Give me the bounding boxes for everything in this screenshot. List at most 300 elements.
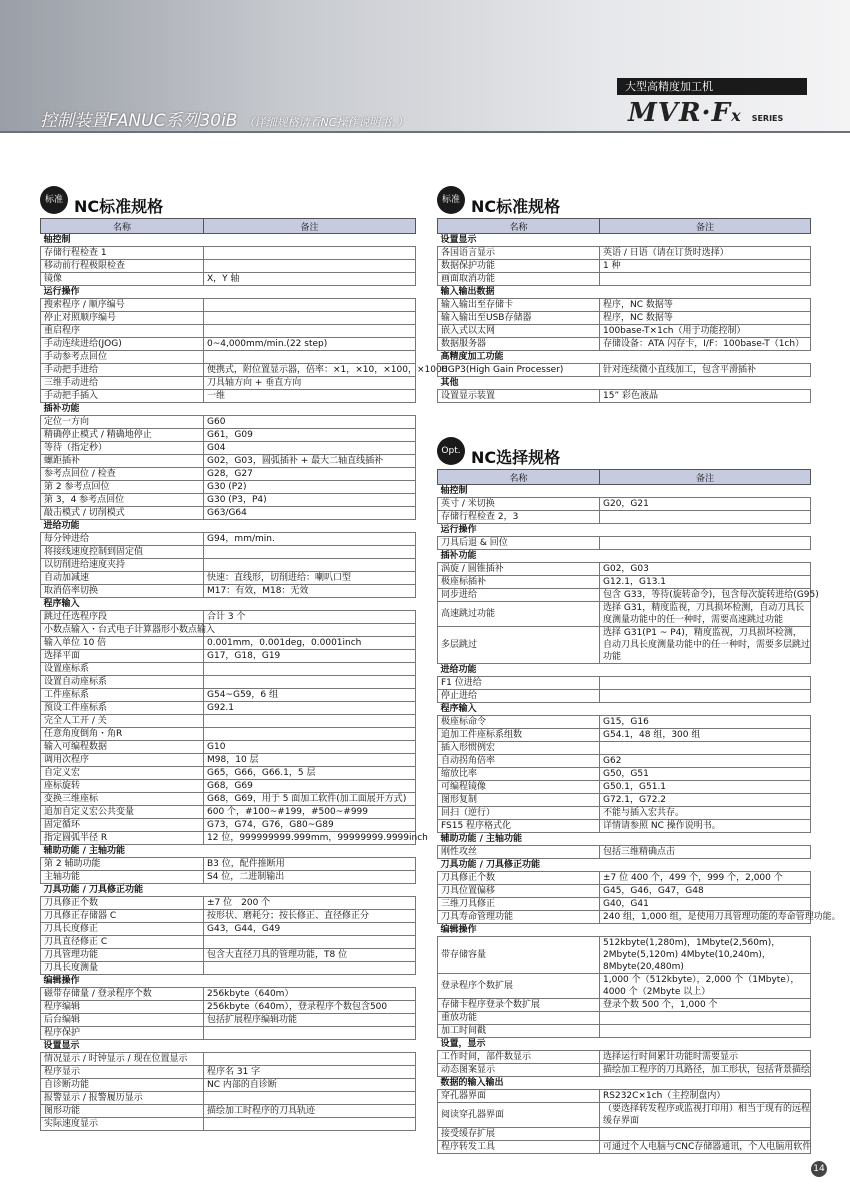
spec-name: 刀具寿命管理功能 xyxy=(438,911,600,924)
table-row xyxy=(41,1105,416,1118)
table-row xyxy=(41,728,416,741)
spec-name: 设置自动座标系 xyxy=(41,676,204,689)
table-row xyxy=(438,299,811,312)
table-row xyxy=(438,729,811,742)
spec-name: 以切削进给速度夹持 xyxy=(41,559,204,572)
column-header-note: 备注 xyxy=(204,219,416,234)
spec-name: 选择平面 xyxy=(41,650,204,663)
spec-note: 选择运行时间累计功能时需要显示 xyxy=(600,1051,811,1064)
category-label: 刀具功能 / 刀具修正功能 xyxy=(41,884,416,897)
spec-name: 程序编辑 xyxy=(41,1001,204,1014)
table-row xyxy=(41,949,416,962)
right-standard-table-body xyxy=(438,234,811,403)
spec-note: 按形状、磨耗分；按长修正、直径修正分 xyxy=(204,910,416,923)
spec-name: 设置座标系 xyxy=(41,663,204,676)
table-row xyxy=(41,858,416,871)
spec-name: 输入输出至USB存储器 xyxy=(438,312,600,325)
spec-name: 调用次程序 xyxy=(41,754,204,767)
spec-note: 合计 3 个 xyxy=(204,611,416,624)
table-row xyxy=(438,589,811,602)
spec-note: 0.001mm，0.001deg，0.0001inch xyxy=(204,637,416,650)
column-header-note: 备注 xyxy=(600,470,811,485)
category-label: 插补功能 xyxy=(438,550,811,563)
table-row xyxy=(41,455,416,468)
table-row xyxy=(41,260,416,273)
spec-note: ±7 位 200 个 xyxy=(204,897,416,910)
spec-note xyxy=(204,1027,416,1040)
left-table-body xyxy=(41,234,448,1131)
spec-name: 刀具修正个数 xyxy=(438,872,600,885)
table-row xyxy=(438,1064,811,1077)
table-row xyxy=(438,807,811,820)
spec-name: 预设工件座标系 xyxy=(41,702,204,715)
spec-note xyxy=(204,351,416,364)
spec-name: 手动把手进给 xyxy=(41,364,204,377)
table-row xyxy=(41,572,416,585)
spec-note xyxy=(204,676,416,689)
spec-note xyxy=(204,728,416,741)
spec-note: 12 位，999999999.999mm，99999999.9999inch xyxy=(204,832,416,845)
spec-note: 1 种 xyxy=(600,260,811,273)
spec-name: 刀具修正存储器 C xyxy=(41,910,204,923)
spec-name: 将接线速度控制到固定值 xyxy=(41,546,204,559)
table-row xyxy=(438,1025,811,1038)
table-row xyxy=(41,585,416,598)
table-row xyxy=(41,663,416,676)
spec-name: 追加工件座标系组数 xyxy=(438,729,600,742)
spec-name: 第 3，4 参考点回位 xyxy=(41,494,204,507)
spec-name: 完全人工开 / 关 xyxy=(41,715,204,728)
category-row xyxy=(41,520,416,533)
table-row xyxy=(41,377,416,390)
table-row xyxy=(41,299,416,312)
spec-name: 自动加减速 xyxy=(41,572,204,585)
spec-note: 存储设备：ATA 闪存卡，I/F：100base-T（1ch） xyxy=(600,338,811,351)
spec-name: 同步进给 xyxy=(438,589,600,602)
spec-note: 包括扩展程序编辑功能 xyxy=(204,1014,416,1027)
table-row xyxy=(41,312,416,325)
table-row xyxy=(41,364,416,377)
table-row xyxy=(438,511,811,524)
spec-name: 高速跳过功能 xyxy=(438,602,600,627)
table-row xyxy=(438,742,811,755)
spec-name: 取消倍率切换 xyxy=(41,585,204,598)
table-row xyxy=(41,1027,416,1040)
spec-note: G10 xyxy=(204,741,416,754)
table-row xyxy=(438,1103,811,1128)
spec-note xyxy=(204,962,416,975)
table-row xyxy=(41,611,416,624)
table-row xyxy=(438,602,811,627)
spec-note: G68，G69，用于 5 面加工软件(加工面展开方式) xyxy=(204,793,416,806)
spec-name: 输入单位 10 倍 xyxy=(41,637,204,650)
spec-name: 磁带存储量 / 登录程序个数 xyxy=(41,988,204,1001)
spec-note: G02，G03，圆弧插补 + 最大二轴直线插补 xyxy=(204,455,416,468)
spec-note: B3 位，配件推断用 xyxy=(204,858,416,871)
spec-name: 刚性攻丝 xyxy=(438,846,600,859)
spec-note: 256kbyte（640m） xyxy=(204,988,416,1001)
spec-note: 详情请参照 NC 操作说明书。 xyxy=(600,820,811,833)
table-row xyxy=(438,1012,811,1025)
category-label: 轴控制 xyxy=(41,234,416,247)
table-row xyxy=(41,325,416,338)
spec-name: 极座标命令 xyxy=(438,716,600,729)
spec-note: G50.1，G51.1 xyxy=(600,781,811,794)
category-row xyxy=(438,833,811,846)
spec-note: 选择 G31(P1 ~ P4)，精度监视，刀具损坏检测，自动刀具长度测量功能中的任一种时，需要多层跳过功能 xyxy=(600,627,811,664)
spec-note: 描绘加工程序的刀具路径，加工形状，包括背景描绘 xyxy=(600,1064,811,1077)
table-row xyxy=(438,247,811,260)
spec-name: 刀具修正个数 xyxy=(41,897,204,910)
page-title-text: 控制装置FANUC系列30iB xyxy=(40,111,238,131)
spec-note: 1,000 个（512kbyte），2,000 个（1Mbyte），4000 个（2Mbyte 以上） xyxy=(600,974,811,999)
table-row xyxy=(438,312,811,325)
spec-note: G17，G18，G19 xyxy=(204,650,416,663)
spec-name: F1 位进给 xyxy=(438,677,600,690)
table-row xyxy=(438,820,811,833)
spec-name: 重放功能 xyxy=(438,1012,600,1025)
category-row xyxy=(41,286,416,299)
spec-note: （要选择转发程序或监视打印用）相当于现有的远程缓存界面 xyxy=(600,1103,811,1128)
table-row xyxy=(41,767,416,780)
category-label: 运行操作 xyxy=(41,286,416,299)
spec-name: 工件座标系 xyxy=(41,689,204,702)
spec-note: 可通过个人电脑与CNC存储器通讯，个人电脑用软件 xyxy=(600,1141,811,1154)
logo-suffix: x xyxy=(731,106,742,125)
spec-name: 英寸 / 米切换 xyxy=(438,498,600,511)
table-row xyxy=(438,781,811,794)
spec-note: 600 个，#100~#199，#500~#999 xyxy=(204,806,416,819)
spec-note: 便携式，附位置显示器，倍率：×1，×10，×100，×1000 xyxy=(204,364,416,377)
table-row xyxy=(41,546,416,559)
category-label: 编辑操作 xyxy=(41,975,416,988)
table-row xyxy=(41,650,416,663)
spec-name: 任意角度倒角・角R xyxy=(41,728,204,741)
spec-note: G92.1 xyxy=(204,702,416,715)
section-header xyxy=(437,443,811,469)
table-row xyxy=(41,1118,416,1131)
table-row xyxy=(438,498,811,511)
table-row xyxy=(41,897,416,910)
table-row xyxy=(41,637,416,650)
table-row xyxy=(438,563,811,576)
spec-name: 手动把手插入 xyxy=(41,390,204,403)
spec-note: 描绘加工时程序的刀具轨迹 xyxy=(204,1105,416,1118)
category-row xyxy=(41,234,416,247)
spec-note: 240 组，1,000 组，是使用刀具管理功能的寿命管理功能。 xyxy=(600,911,811,924)
category-row xyxy=(438,1038,811,1051)
spec-note: X，Y 轴 xyxy=(204,273,416,286)
spec-note xyxy=(600,537,811,550)
spec-name: 回扫（逆行） xyxy=(438,807,600,820)
table-row xyxy=(438,974,811,999)
spec-name: 工作时间，部件数显示 xyxy=(438,1051,600,1064)
category-label: 轴控制 xyxy=(438,485,811,498)
table-row xyxy=(438,390,811,403)
product-logo xyxy=(628,98,783,128)
table-row xyxy=(41,559,416,572)
spec-name: 重启程序 xyxy=(41,325,204,338)
spec-name: 多层跳过 xyxy=(438,627,600,664)
spec-note: 程序，NC 数据等 xyxy=(600,299,811,312)
table-row xyxy=(41,1066,416,1079)
spec-name: 后台编辑 xyxy=(41,1014,204,1027)
spec-name: 输入输出至存储卡 xyxy=(438,299,600,312)
spec-note: M17：有效，M18：无效 xyxy=(204,585,416,598)
table-row xyxy=(438,1141,811,1154)
category-row xyxy=(41,403,416,416)
table-row xyxy=(438,716,811,729)
table-row xyxy=(41,507,416,520)
spec-name: 设置显示装置 xyxy=(438,390,600,403)
spec-note: 512kbyte(1,280m)，1Mbyte(2,560m)，2Mbyte(5,120m) 4Mbyte(10,240m)，8Mbyte(20,480m) xyxy=(600,937,811,974)
category-label: 程序输入 xyxy=(438,703,811,716)
section-header xyxy=(437,192,811,218)
category-label: 进给功能 xyxy=(438,664,811,677)
table-row xyxy=(438,260,811,273)
spec-name: 带存储容量 xyxy=(438,937,600,974)
spec-note xyxy=(600,1012,811,1025)
spec-note: G60 xyxy=(204,416,416,429)
spec-note: G43，G44，G49 xyxy=(204,923,416,936)
table-row xyxy=(438,576,811,589)
spec-note: G04 xyxy=(204,442,416,455)
spec-note: 针对连续微小直线加工，包含平滑插补 xyxy=(600,364,811,377)
table-row xyxy=(41,351,416,364)
spec-name: 变换三维座标 xyxy=(41,793,204,806)
spec-note xyxy=(204,247,416,260)
spec-note: M98，10 层 xyxy=(204,754,416,767)
spec-note: G50，G51 xyxy=(600,768,811,781)
table-row xyxy=(438,885,811,898)
spec-name: 指定圆弧半径 R xyxy=(41,832,204,845)
spec-name: 第 2 辅助功能 xyxy=(41,858,204,871)
right-optional-table-body xyxy=(438,485,841,1154)
standard-badge: 标准 xyxy=(40,186,68,214)
category-label: 其他 xyxy=(438,377,811,390)
right-standard-table xyxy=(437,218,811,403)
spec-note xyxy=(204,936,416,949)
category-row xyxy=(41,598,416,611)
spec-note: G20，G21 xyxy=(600,498,811,511)
spec-note: G15，G16 xyxy=(600,716,811,729)
column-header-name: 名称 xyxy=(438,219,600,234)
spec-note: G54~G59，6 组 xyxy=(204,689,416,702)
spec-name: 固定循环 xyxy=(41,819,204,832)
spec-name: HGP3(High Gain Processer) xyxy=(438,364,600,377)
spec-note: G65，G66，G66.1，5 层 xyxy=(204,767,416,780)
table-row xyxy=(438,1051,811,1064)
spec-name: 加工时间戳 xyxy=(438,1025,600,1038)
category-row xyxy=(41,884,416,897)
spec-note: G73，G74，G76，G80~G89 xyxy=(204,819,416,832)
spec-note: G40，G41 xyxy=(600,898,811,911)
spec-note: G68，G69 xyxy=(204,780,416,793)
table-row xyxy=(41,533,416,546)
table-row xyxy=(41,676,416,689)
section-title: NC选择规格 xyxy=(471,448,561,467)
spec-note xyxy=(204,312,416,325)
table-row xyxy=(41,910,416,923)
spec-note: 不能与插入宏共存。 xyxy=(600,807,811,820)
spec-note xyxy=(600,677,811,690)
right-standard-section xyxy=(437,192,811,403)
category-row xyxy=(438,703,811,716)
table-row xyxy=(41,819,416,832)
right-optional-table xyxy=(437,469,841,1154)
table-row xyxy=(41,1001,416,1014)
spec-name: 螺距插补 xyxy=(41,455,204,468)
table-row xyxy=(41,741,416,754)
section-title: NC标准规格 xyxy=(471,197,561,216)
spec-name: 座标旋转 xyxy=(41,780,204,793)
spec-note: 包括三维精确点击 xyxy=(600,846,811,859)
spec-name: 阅读穿孔器界面 xyxy=(438,1103,600,1128)
spec-note xyxy=(204,1118,416,1131)
table-row xyxy=(41,936,416,949)
category-row xyxy=(438,1077,811,1090)
spec-name: 各国语言显示 xyxy=(438,247,600,260)
spec-note: S4 位，二进制输出 xyxy=(204,871,416,884)
spec-name: 极座标插补 xyxy=(438,576,600,589)
spec-name: 数据服务器 xyxy=(438,338,600,351)
spec-note xyxy=(204,715,416,728)
category-row xyxy=(41,1040,416,1053)
category-label: 运行操作 xyxy=(438,524,811,537)
spec-name: 程序显示 xyxy=(41,1066,204,1079)
spec-note: G54.1，48 组，300 组 xyxy=(600,729,811,742)
spec-name: 跳过任选程序段 xyxy=(41,611,204,624)
category-row xyxy=(438,234,811,247)
table-row xyxy=(41,806,416,819)
spec-name: 缩放比率 xyxy=(438,768,600,781)
table-row xyxy=(41,494,416,507)
table-row xyxy=(41,429,416,442)
spec-note: G30 (P2) xyxy=(204,481,416,494)
spec-note xyxy=(600,1128,811,1141)
table-row xyxy=(41,754,416,767)
spec-name: 画面取消功能 xyxy=(438,273,600,286)
column-header-name: 名称 xyxy=(41,219,204,234)
spec-note: G72.1，G72.2 xyxy=(600,794,811,807)
section-header xyxy=(40,192,416,218)
category-row xyxy=(438,664,811,677)
spec-name: 停止进给 xyxy=(438,690,600,703)
spec-name: 情况显示 / 时钟显示 / 现在位置显示 xyxy=(41,1053,204,1066)
spec-name: 等待（指定秒） xyxy=(41,442,204,455)
spec-name: 登录程序个数扩展 xyxy=(438,974,600,999)
spec-name: 追加自定义宏公共变量 xyxy=(41,806,204,819)
spec-name: 数据保护功能 xyxy=(438,260,600,273)
spec-note: 一维 xyxy=(204,390,416,403)
table-row xyxy=(438,846,811,859)
spec-note xyxy=(204,299,416,312)
table-row xyxy=(41,1053,416,1066)
spec-name: 第 2 参考点回位 xyxy=(41,481,204,494)
spec-name: 三维刀具修正 xyxy=(438,898,600,911)
spec-name: 敲击模式 / 切削模式 xyxy=(41,507,204,520)
category-label: 输入输出数据 xyxy=(438,286,811,299)
spec-note xyxy=(600,273,811,286)
table-row xyxy=(41,273,416,286)
spec-note: 英语 / 日语（请在订货时选择） xyxy=(600,247,811,260)
category-label: 高精度加工功能 xyxy=(438,351,811,364)
table-row xyxy=(41,442,416,455)
spec-note: 100base-T×1ch（用于功能控制） xyxy=(600,325,811,338)
page-title xyxy=(40,106,408,131)
category-label: 辅助功能 / 主轴功能 xyxy=(438,833,811,846)
spec-name: 主轴功能 xyxy=(41,871,204,884)
category-label: 设置显示 xyxy=(438,234,811,247)
category-row xyxy=(438,377,811,390)
spec-note xyxy=(204,1092,416,1105)
spec-name: 涡旋 / 圆锥插补 xyxy=(438,563,600,576)
table-row xyxy=(41,338,416,351)
spec-note: 包含大直径刀具的管理功能，T8 位 xyxy=(204,949,416,962)
spec-note: 256kbyte（640m），登录程序个数包含500 xyxy=(204,1001,416,1014)
table-row xyxy=(41,689,416,702)
spec-name: 实际速度显示 xyxy=(41,1118,204,1131)
spec-name: 报警显示 / 报警履历显示 xyxy=(41,1092,204,1105)
category-label: 设置，显示 xyxy=(438,1038,811,1051)
category-row xyxy=(438,550,811,563)
category-label: 进给功能 xyxy=(41,520,416,533)
page-number: 14 xyxy=(811,1161,827,1177)
table-row xyxy=(438,937,811,974)
standard-badge: 标准 xyxy=(437,186,465,214)
spec-note: G28，G27 xyxy=(204,468,416,481)
category-row xyxy=(41,975,416,988)
table-row xyxy=(41,468,416,481)
spec-name: 动态图案显示 xyxy=(438,1064,600,1077)
category-row xyxy=(438,924,811,937)
table-row xyxy=(41,624,416,637)
table-row xyxy=(438,690,811,703)
spec-name: 刀具长度测量 xyxy=(41,962,204,975)
category-label: 编辑操作 xyxy=(438,924,811,937)
spec-note: G61，G09 xyxy=(204,429,416,442)
table-row xyxy=(438,1090,811,1103)
spec-name: 停止对照顺序编号 xyxy=(41,312,204,325)
table-row xyxy=(438,755,811,768)
category-label: 刀具功能 / 刀具修正功能 xyxy=(438,859,811,872)
category-row xyxy=(438,286,811,299)
category-label: 数据的输入输出 xyxy=(438,1077,811,1090)
table-row xyxy=(41,1014,416,1027)
spec-note xyxy=(204,663,416,676)
category-label: 辅助功能 / 主轴功能 xyxy=(41,845,416,858)
spec-note: G02，G03 xyxy=(600,563,811,576)
category-row xyxy=(438,524,811,537)
spec-name: 插入形惯例宏 xyxy=(438,742,600,755)
spec-name: 小数点输入・台式电子计算器形小数点输入 xyxy=(41,624,204,637)
table-row xyxy=(438,794,811,807)
table-row xyxy=(41,715,416,728)
spec-name: 定位一方向 xyxy=(41,416,204,429)
spec-name: 刀具长度修正 xyxy=(41,923,204,936)
table-row xyxy=(41,793,416,806)
page-subtitle: （详细规格请看NC操作说明书。） xyxy=(243,116,408,129)
spec-name: 刀具位置偏移 xyxy=(438,885,600,898)
spec-note: 登录个数 500 个，1,000 个 xyxy=(600,999,811,1012)
table-row xyxy=(438,364,811,377)
table-row xyxy=(438,911,811,924)
spec-name: 刀具直径修正 C xyxy=(41,936,204,949)
spec-note xyxy=(600,690,811,703)
spec-name: 刀具管理功能 xyxy=(41,949,204,962)
spec-note: G12.1，G13.1 xyxy=(600,576,811,589)
spec-note: NC 内部的自诊断 xyxy=(204,1079,416,1092)
